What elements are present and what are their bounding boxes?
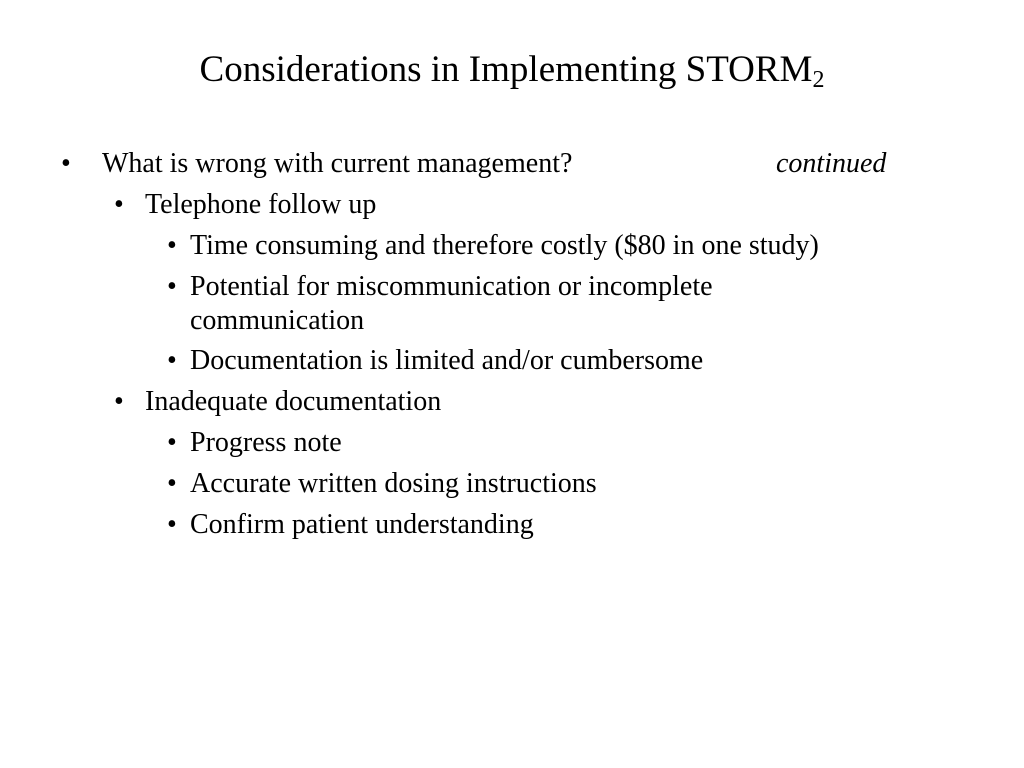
bullet-item-text: Inadequate documentation [145, 386, 442, 417]
bullet-dot-icon: • [167, 509, 177, 540]
slide-title-subscript: 2 [812, 67, 825, 93]
bullet-dot-icon: • [114, 386, 124, 417]
continued-label: continued [776, 148, 887, 179]
slide-title-main: Considerations in Implementing STORM [199, 49, 813, 90]
bullet-item-5 [167, 345, 704, 377]
bullet-item-7 [167, 427, 342, 459]
bullet-dot-icon: • [167, 271, 177, 302]
bullet-item-1 [61, 148, 573, 180]
bullet-item-text: Progress note [190, 427, 342, 458]
bullet-item-4-continuation [190, 305, 364, 337]
bullet-dot-icon: • [114, 189, 124, 220]
bullet-item-4 [167, 271, 713, 303]
bullet-dot-icon: • [167, 230, 177, 261]
bullet-dot-icon: • [167, 468, 177, 499]
bullet-dot-icon: • [61, 148, 71, 179]
bullet-dot-icon: • [167, 345, 177, 376]
bullet-item-continuation-text: communication [190, 305, 365, 336]
bullet-item-text: What is wrong with current management? [102, 148, 573, 179]
bullet-item-text: Confirm patient understanding [190, 509, 534, 540]
bullet-item-2 [114, 189, 377, 221]
bullet-item-text: Potential for miscommunication or incomplete [190, 271, 713, 302]
bullet-item-text: Telephone follow up [145, 189, 377, 220]
bullet-item-9 [167, 509, 534, 541]
slide-title [0, 48, 1024, 92]
bullet-item-3 [167, 230, 819, 262]
bullet-item-text: Time consuming and therefore costly ($80 in one study) [190, 230, 819, 261]
bullet-item-6 [114, 386, 442, 418]
bullet-item-8 [167, 468, 597, 500]
bullet-item-text: Accurate written dosing instructions [190, 468, 597, 499]
bullet-dot-icon: • [167, 427, 177, 458]
bullet-item-text: Documentation is limited and/or cumbersome [190, 345, 704, 376]
